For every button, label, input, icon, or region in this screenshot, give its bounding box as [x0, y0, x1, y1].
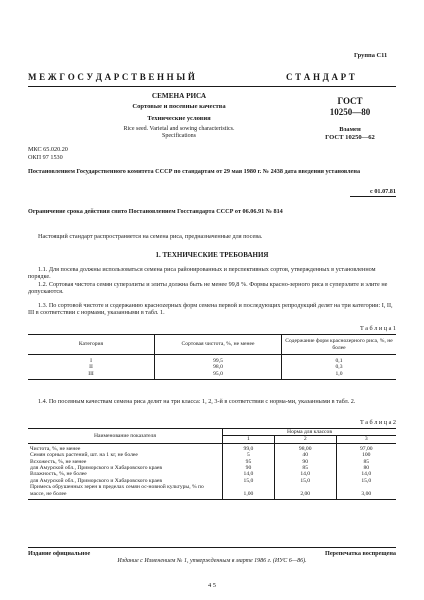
table-row	[28, 484, 396, 499]
table-2-class-header: 2	[274, 436, 336, 443]
decree-text: Постановлением Государственного комитета СССР по стандартам от 29 мая 1980 г. № 2438 дата введения установлена	[28, 168, 361, 175]
table-1-cell: 98,0	[155, 364, 282, 370]
table-row	[28, 355, 396, 365]
table-2-indicator: Всхожесть, %, не менее	[30, 458, 87, 465]
table-2-indicator: Примесь обрушенных зерен в пределах семян ос-новной культуры, % по массе, не более	[30, 484, 204, 497]
replaces-label: Взамен	[339, 126, 361, 133]
table-1-cell: 95,0	[155, 371, 282, 380]
table-2-value: 85	[274, 465, 336, 471]
paragraph-1-3: 1.3. По сортовой чистоте и содержанию красноzерных форм семена первой и последующих репродукций делят на три категории: I, II, III в соответствии с нормами, указанными в табл. 1.	[28, 302, 393, 317]
intro-date: с 01.07.81	[370, 188, 396, 195]
table-2-indicator: Семян сорных растений, шт. на 1 кг, не более	[30, 452, 138, 459]
table-1-cell: I	[90, 358, 92, 364]
footer-rule	[28, 547, 396, 548]
table-2-caption: Т а б л и ц а 2	[359, 419, 396, 426]
table-2-value: 15,0	[223, 478, 275, 484]
footer-official: Издание официальное	[28, 550, 91, 557]
table-row	[28, 443, 396, 452]
table-2-class-header: 1	[223, 436, 275, 443]
page-number: 4 5	[208, 582, 216, 589]
table-1-cell: 1,0	[282, 371, 397, 380]
table-1-header: Сортовая чистота, %, не менее	[155, 335, 282, 355]
title-en-2: Specifications	[162, 133, 196, 140]
limit-removed-text: Ограничение срока действия снято Постановлением Госстандарта СССР от 06.06.91 № 814	[28, 208, 283, 215]
doc-subtitle-tech: Технические условия	[147, 114, 211, 122]
doc-subtitle: Сортовые и посевные качества	[132, 103, 226, 110]
paragraph-1-2: 1.2. Сортовая чистота семян суперэлиты и элиты должна быть не менее 99,8 %. Формы красно-зерного риса в суперэлите и элите не допускаются.	[28, 281, 388, 296]
table-1-cell: III	[88, 370, 94, 377]
table-2-value: 95	[223, 459, 275, 465]
group-code: Группа С11	[354, 52, 388, 59]
table-2-indicator: Влажность, %, не более	[30, 471, 87, 478]
header-standart: С Т А Н Д А Р Т	[286, 72, 355, 82]
header-rule	[28, 86, 396, 87]
gost-number: 10250—80	[329, 107, 371, 117]
table-1-cell: 0,1	[282, 355, 397, 365]
table-2-value: 3,00	[336, 484, 396, 499]
mks-code: МКС 65.020.20	[28, 146, 68, 153]
table-2-value: 97,00	[336, 443, 396, 452]
table-1-header: Категория	[28, 335, 155, 355]
table-2-value: 5	[223, 452, 275, 458]
table-2-value: 14,0	[336, 471, 396, 477]
table-2-header-norm: Норма для классов	[223, 429, 397, 436]
header-mezhgos: М Е Ж Г О С У Д А Р С Т В Е Н Н Ы Й	[28, 72, 196, 82]
table-2	[28, 428, 396, 500]
title-en-1: Rice seed. Varietal and sowing characteristics.	[123, 126, 235, 132]
scope-text: Настоящий стандарт распространяется на семена риса, предназначенные для посева.	[38, 233, 263, 240]
table-2-value: 100	[336, 452, 396, 458]
paragraph-1-4: 1.4. По посевным качествам семена риса делят на три класса: 1, 2, 3-й в соответствии с норма-ми, указанными в табл. 2.	[38, 398, 356, 405]
table-2-indicator: Чистота, %, не менее	[30, 445, 81, 452]
table-2-class-header: 3	[336, 436, 396, 443]
table-2-value: 99,0	[223, 443, 275, 452]
table-2-value: 98,00	[274, 443, 336, 452]
table-2-indicator: для Амурской обл., Приморского и Хабаровского краев	[30, 477, 163, 484]
table-2-value: 90	[274, 459, 336, 465]
table-2-value: 80	[336, 465, 396, 471]
table-2-value: 14,0	[223, 471, 275, 477]
table-1-cell: II	[89, 364, 93, 371]
table-2-value: 85	[336, 459, 396, 465]
table-1	[28, 334, 396, 380]
table-2-header-indicator: Наименование показателя	[28, 429, 223, 444]
section-1-title: 1. ТЕХНИЧЕСКИЕ ТРЕБОВАНИЯ	[155, 251, 269, 259]
intro-date-rule	[350, 196, 396, 197]
okp-code: ОКП 97 1530	[28, 154, 63, 161]
table-1-header: Содержание форм красноzерного риса, %, не более	[282, 335, 397, 355]
table-2-value: 40	[274, 452, 336, 458]
table-2-value: 15,0	[336, 478, 396, 484]
table-2-value: 15,0	[274, 478, 336, 484]
table-2-value: 1,00	[223, 484, 275, 499]
footer-reprint: Перепечатка воспрещена	[325, 550, 396, 557]
table-2-indicator: для Амурской обл., Приморского и Хабаровского краев	[30, 465, 163, 472]
doc-title: СЕМЕНА РИСА	[151, 92, 207, 100]
table-2-value: 90	[223, 465, 275, 471]
footer-note: Издание с Изменением № 1, утвержденным в марте 1986 г. (ИУС 6—86).	[117, 558, 307, 564]
gost-label: ГОСТ	[337, 96, 363, 106]
table-1-cell: 99,5	[155, 355, 282, 365]
table-2-value: 14,0	[274, 471, 336, 477]
table-1-cell: 0,3	[282, 364, 397, 370]
paragraph-1-1: 1.1. Для посева должны использоваться семена риса районированных и перспективных сортов, утвержденных в установленном порядке.	[28, 266, 376, 281]
table-row	[28, 371, 396, 380]
title-block	[66, 92, 292, 140]
replaces-value: ГОСТ 10250—62	[325, 134, 375, 141]
table-1-caption: Т а б л и ц а 1	[359, 325, 396, 332]
table-2-value: 2,00	[274, 484, 336, 499]
